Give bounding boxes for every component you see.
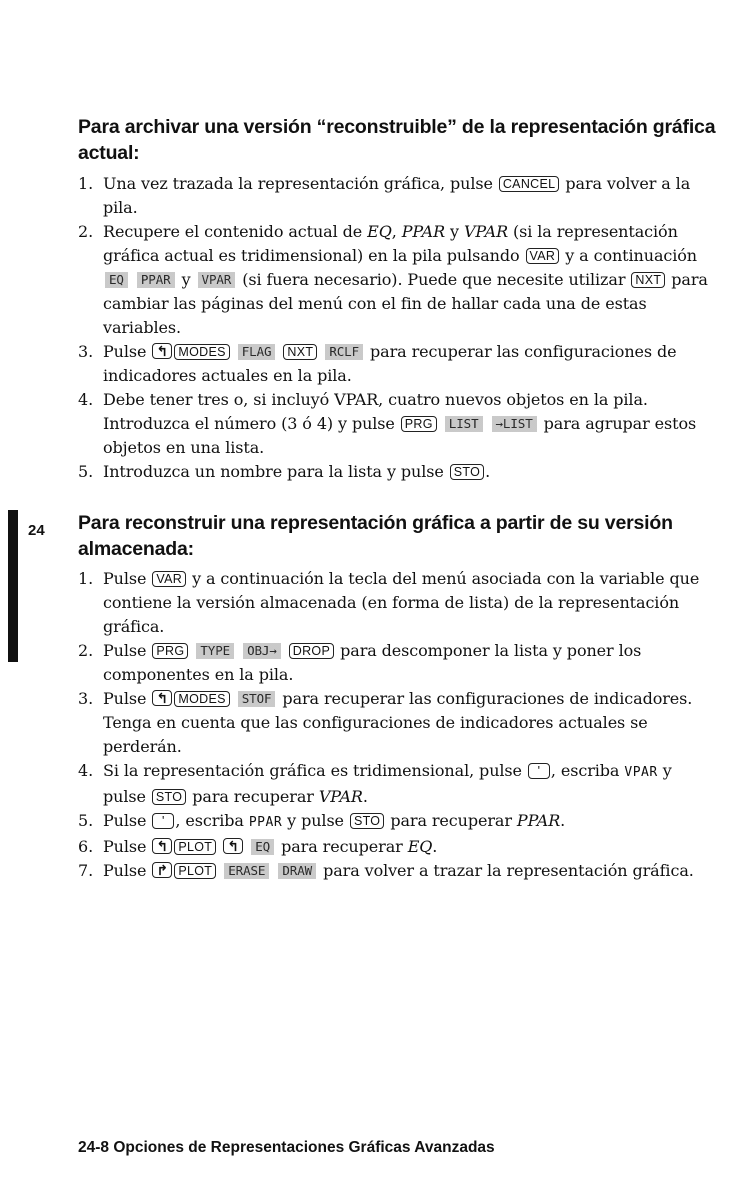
modes-key: MODES: [174, 344, 229, 360]
ppar-display: PPAR: [248, 815, 283, 830]
list-softkey: LIST: [445, 416, 483, 432]
nxt-key: NXT: [631, 272, 665, 288]
list-item: 1. Pulse VAR y a continuación la tecla del menú asociada con la variable que contiene la versión almacenada (en forma de lista) de la representación gráfica.: [78, 569, 700, 636]
plot-key: PLOT: [174, 863, 216, 879]
section-1-list: [78, 172, 708, 484]
prg-key: PRG: [152, 643, 188, 659]
right-shift-key: ↱: [152, 862, 172, 878]
type-softkey: TYPE: [196, 643, 234, 659]
section-2-list: [78, 567, 708, 883]
sto-key: STO: [450, 464, 484, 480]
page-footer: 24-8 Opciones de Representaciones Gráficas Avanzadas: [78, 1139, 495, 1156]
sto-key: STO: [152, 789, 186, 805]
list-item: 3. Pulse ↰ MODES FLAG NXT RCLF para recuperar las configuraciones de indicadores actuales en la pila.: [78, 342, 677, 385]
nxt-key: NXT: [283, 344, 317, 360]
left-shift-key: ↰: [152, 343, 172, 359]
left-shift-key: ↰: [152, 838, 172, 854]
flag-softkey: FLAG: [238, 344, 276, 360]
list-item: 5. Introduzca un nombre para la lista y pulse STO .: [78, 462, 491, 481]
list-item: 4. Si la representación gráfica es tridimensional, pulse ' , escriba VPAR y pulse STO para recuperar VPAR.: [78, 761, 672, 806]
tick-key: ': [152, 813, 174, 829]
section-2-heading: Para reconstruir una representación gráfica a partir de su versión almacenada:: [78, 512, 673, 560]
list-item: 6. Pulse ↰ PLOT ↰ EQ para recuperar EQ.: [78, 837, 438, 856]
list-item: 2. Recupere el contenido actual de EQ, PPAR y VPAR (si la representación gráfica actual es tridimensional) en la pila pulsando VAR y a continuación EQ PPAR y VPAR (si fuera necesario). Puede que necesite utilizar NXT para cambiar las páginas del menú con el fin de hallar cada una de estas variables.: [78, 222, 708, 337]
vpar-softkey: VPAR: [198, 272, 236, 288]
tick-key: ': [528, 763, 550, 779]
left-shift-key: ↰: [223, 838, 243, 854]
var-key: VAR: [152, 571, 186, 587]
modes-key: MODES: [174, 691, 229, 707]
sto-key: STO: [350, 813, 384, 829]
var-key: VAR: [526, 248, 560, 264]
obj-softkey: OBJ→: [243, 643, 281, 659]
list-item: 7. Pulse ↱ PLOT ERASE DRAW para volver a trazar la representación gráfica.: [78, 861, 694, 880]
eq-softkey: EQ: [105, 272, 128, 288]
list-item: 1. Una vez trazada la representación gráfica, pulse CANCEL para volver a la pila.: [78, 174, 691, 217]
drop-key: DROP: [289, 643, 334, 659]
list-item: 5. Pulse ' , escriba PPAR y pulse STO para recuperar PPAR.: [78, 811, 566, 830]
rclf-softkey: RCLF: [325, 344, 363, 360]
page-number: 24: [28, 522, 45, 539]
section-1-heading: Para archivar una versión “reconstruible” de la representación gráfica actual:: [78, 116, 716, 164]
thumb-tab-bar: [8, 510, 18, 662]
erase-softkey: ERASE: [224, 863, 269, 879]
stof-softkey: STOF: [238, 691, 276, 707]
ppar-softkey: PPAR: [137, 272, 175, 288]
list-item: 2. Pulse PRG TYPE OBJ→ DROP para descomponer la lista y poner los componentes en la pila.: [78, 641, 642, 684]
list-item: 3. Pulse ↰ MODES STOF para recuperar las configuraciones de indicadores. Tenga en cuenta que las configuraciones de indicadores actuales se perderán.: [78, 689, 693, 756]
to-list-softkey: →LIST: [492, 416, 537, 432]
plot-key: PLOT: [174, 839, 216, 855]
cancel-key: CANCEL: [499, 176, 560, 192]
left-shift-key: ↰: [152, 690, 172, 706]
list-item: 4. Debe tener tres o, si incluyó VPAR, cuatro nuevos objetos en la pila. Introduzca el número (3 ó 4) y pulse PRG LIST →LIST para agrupar estos objetos en una lista.: [78, 390, 697, 457]
draw-softkey: DRAW: [278, 863, 316, 879]
eq-softkey: EQ: [251, 839, 274, 855]
vpar-display: VPAR: [624, 765, 658, 780]
prg-key: PRG: [401, 416, 437, 432]
